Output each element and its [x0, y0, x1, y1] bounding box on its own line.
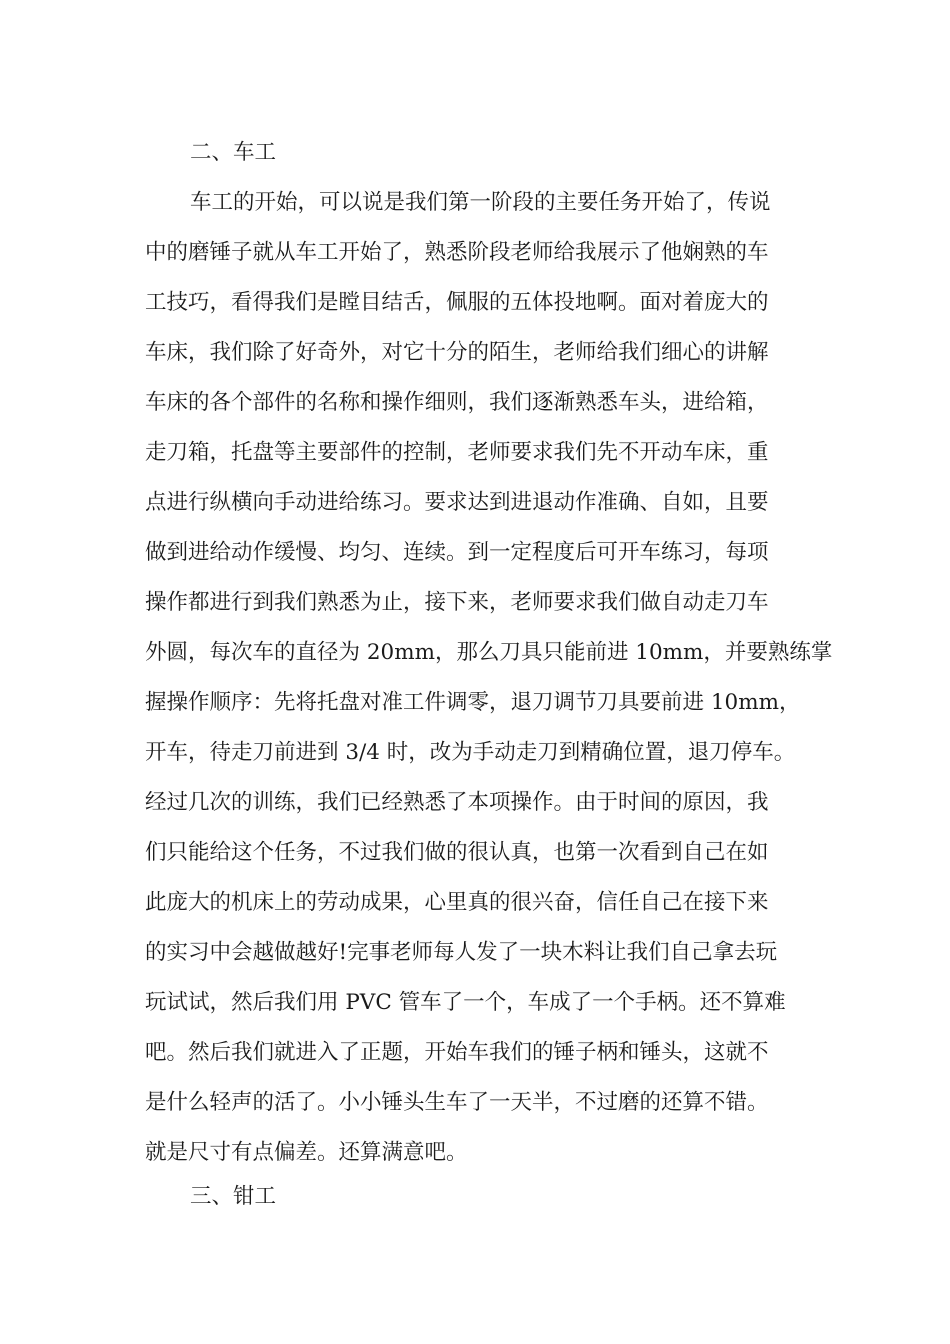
heading-text: 二、车工 [190, 140, 277, 165]
paragraph-lathe [145, 178, 835, 1178]
paragraph-line: 玩试试，然后我们用 PVC 管车了一个，车成了一个手柄。还不算难 [145, 990, 786, 1015]
paragraph-line: 走刀箱，托盘等主要部件的控制，老师要求我们先不开动车床，重 [145, 440, 769, 465]
heading-text: 三、钳工 [190, 1184, 277, 1209]
paragraph-line: 就是尺寸有点偏差。还算满意吧。 [145, 1140, 468, 1165]
section-heading-fitter [145, 1172, 835, 1222]
section-heading-lathe [145, 128, 835, 178]
paragraph-line: 工技巧，看得我们是瞠目结舌，佩服的五体投地啊。面对着庞大的 [145, 290, 769, 315]
paragraph-line: 经过几次的训练，我们已经熟悉了本项操作。由于时间的原因，我 [145, 790, 769, 815]
paragraph-line: 车床，我们除了好奇外，对它十分的陌生，老师给我们细心的讲解 [145, 340, 769, 365]
paragraph-line: 车工的开始，可以说是我们第一阶段的主要任务开始了，传说 [190, 190, 771, 215]
paragraph-line: 操作都进行到我们熟悉为止，接下来，老师要求我们做自动走刀车 [145, 590, 769, 615]
paragraph-line: 握操作顺序：先将托盘对准工件调零，退刀调节刀具要前进 10mm， [145, 690, 801, 715]
paragraph-line: 做到进给动作缓慢、均匀、连续。到一定程度后可开车练习，每项 [145, 540, 769, 565]
paragraph-line: 此庞大的机床上的劳动成果，心里真的很兴奋，信任自己在接下来 [145, 890, 769, 915]
paragraph-line: 车床的各个部件的名称和操作细则，我们逐渐熟悉车头，进给箱， [145, 390, 769, 415]
paragraph-line: 是什么轻声的活了。小小锤头生车了一天半，不过磨的还算不错。 [145, 1090, 769, 1115]
paragraph-line: 开车，待走刀前进到 3/4 时，改为手动走刀到精确位置，退刀停车。 [145, 740, 796, 765]
paragraph-line: 吧。然后我们就进入了正题，开始车我们的锤子柄和锤头，这就不 [145, 1040, 769, 1065]
paragraph-line: 们只能给这个任务，不过我们做的很认真，也第一次看到自己在如 [145, 840, 769, 865]
paragraph-line: 的实习中会越做越好!完事老师每人发了一块木料让我们自己拿去玩 [145, 940, 778, 965]
paragraph-line: 点进行纵横向手动进给练习。要求达到进退动作准确、自如，且要 [145, 490, 769, 515]
paragraph-line: 中的磨锤子就从车工开始了，熟悉阶段老师给我展示了他娴熟的车 [145, 240, 769, 265]
paragraph-line: 外圆，每次车的直径为 20mm，那么刀具只能前进 10mm，并要熟练掌 [145, 640, 833, 665]
